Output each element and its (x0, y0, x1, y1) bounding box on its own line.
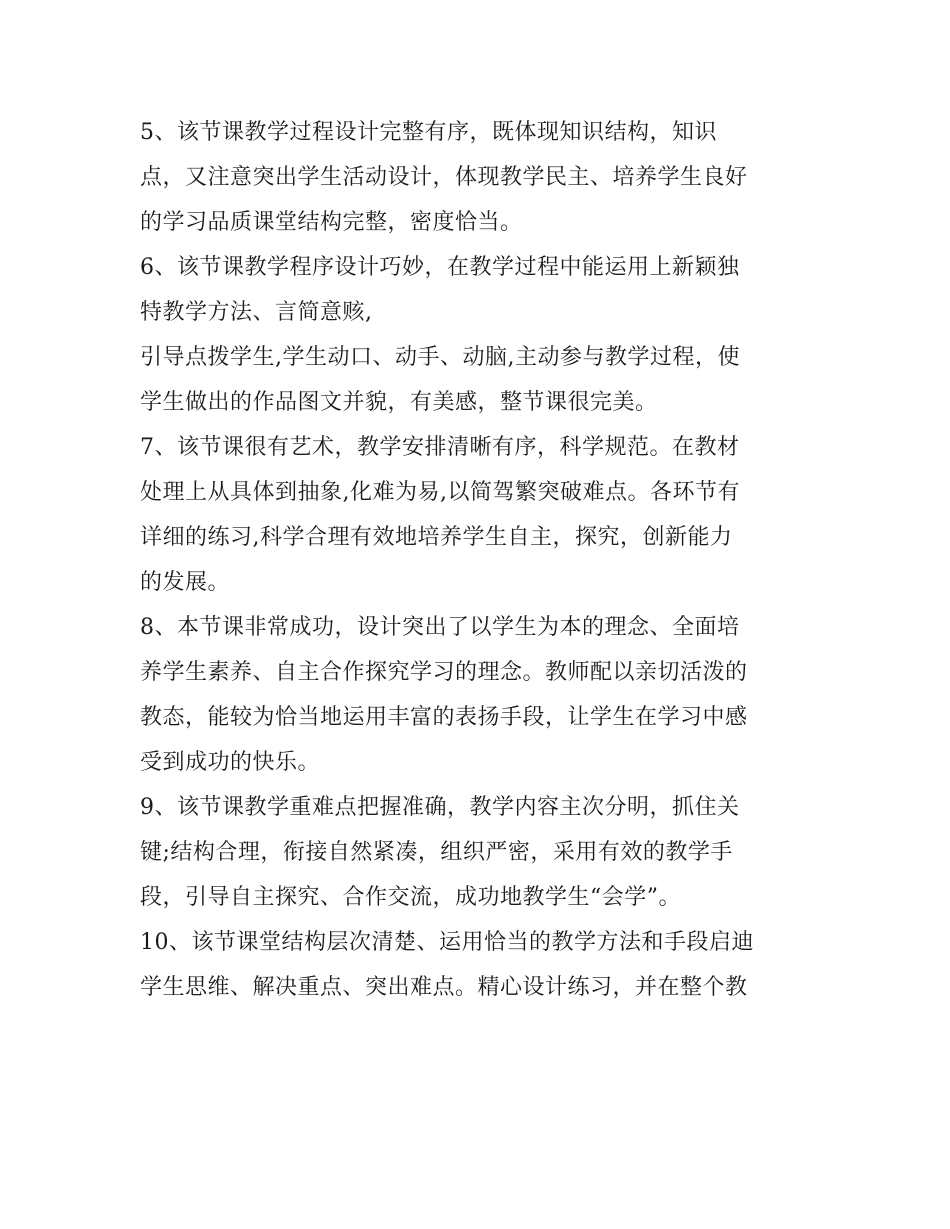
text-line-17: 键;结构合理，衔接自然紧凑，组织严密，采用有效的教学手 (140, 840, 733, 865)
text-line-4: 6、该节课教学程序设计巧妙，在教学过程中能运用上新颖独 (140, 255, 740, 280)
text-line-14: 教态，能较为恰当地运用丰富的表扬手段，让学生在学习中感 (140, 705, 748, 730)
text-line-2: 点，又注意突出学生活动设计，体现教学民主、培养学生良好 (140, 165, 748, 190)
text-line-13: 养学生素养、自主合作探究学习的理念。教师配以亲切活泼的 (140, 660, 748, 685)
text-line-20: 学生思维、解决重点、突出难点。精心设计练习，并在整个教 (140, 975, 748, 1000)
text-line-7: 学生做出的作品图文并貌，有美感，整节课很完美。 (140, 390, 658, 415)
text-line-8: 7、该节课很有艺术，教学安排清晰有序，科学规范。在教材 (140, 435, 740, 460)
text-line-9: 处理上从具体到抽象,化难为易,以简驾繁突破难点。各环节有 (140, 480, 740, 505)
text-line-19: 10、该节课堂结构层次清楚、运用恰当的教学方法和手段启迪 (140, 930, 754, 955)
text-line-6: 引导点拨学生,学生动口、动手、动脑,主动参与教学过程，使 (140, 345, 740, 370)
text-line-15: 受到成功的快乐。 (140, 750, 321, 775)
text-line-12: 8、本节课非常成功，设计突出了以学生为本的理念、全面培 (140, 615, 740, 640)
text-line-18: 段，引导自主探究、合作交流，成功地教学生“会学”。 (140, 885, 681, 910)
text-line-11: 的发展。 (140, 570, 231, 595)
text-line-3: 的学习品质课堂结构完整，密度恰当。 (140, 210, 523, 235)
text-line-5: 特教学方法、言简意赅, (140, 300, 373, 325)
document-body (140, 110, 830, 1010)
text-line-16: 9、该节课教学重难点把握准确，教学内容主次分明，抓住关 (140, 795, 740, 820)
text-line-10: 详细的练习,科学合理有效地培养学生自主，探究，创新能力 (140, 525, 733, 550)
text-line-1: 5、该节课教学过程设计完整有序，既体现知识结构，知识 (140, 120, 717, 145)
